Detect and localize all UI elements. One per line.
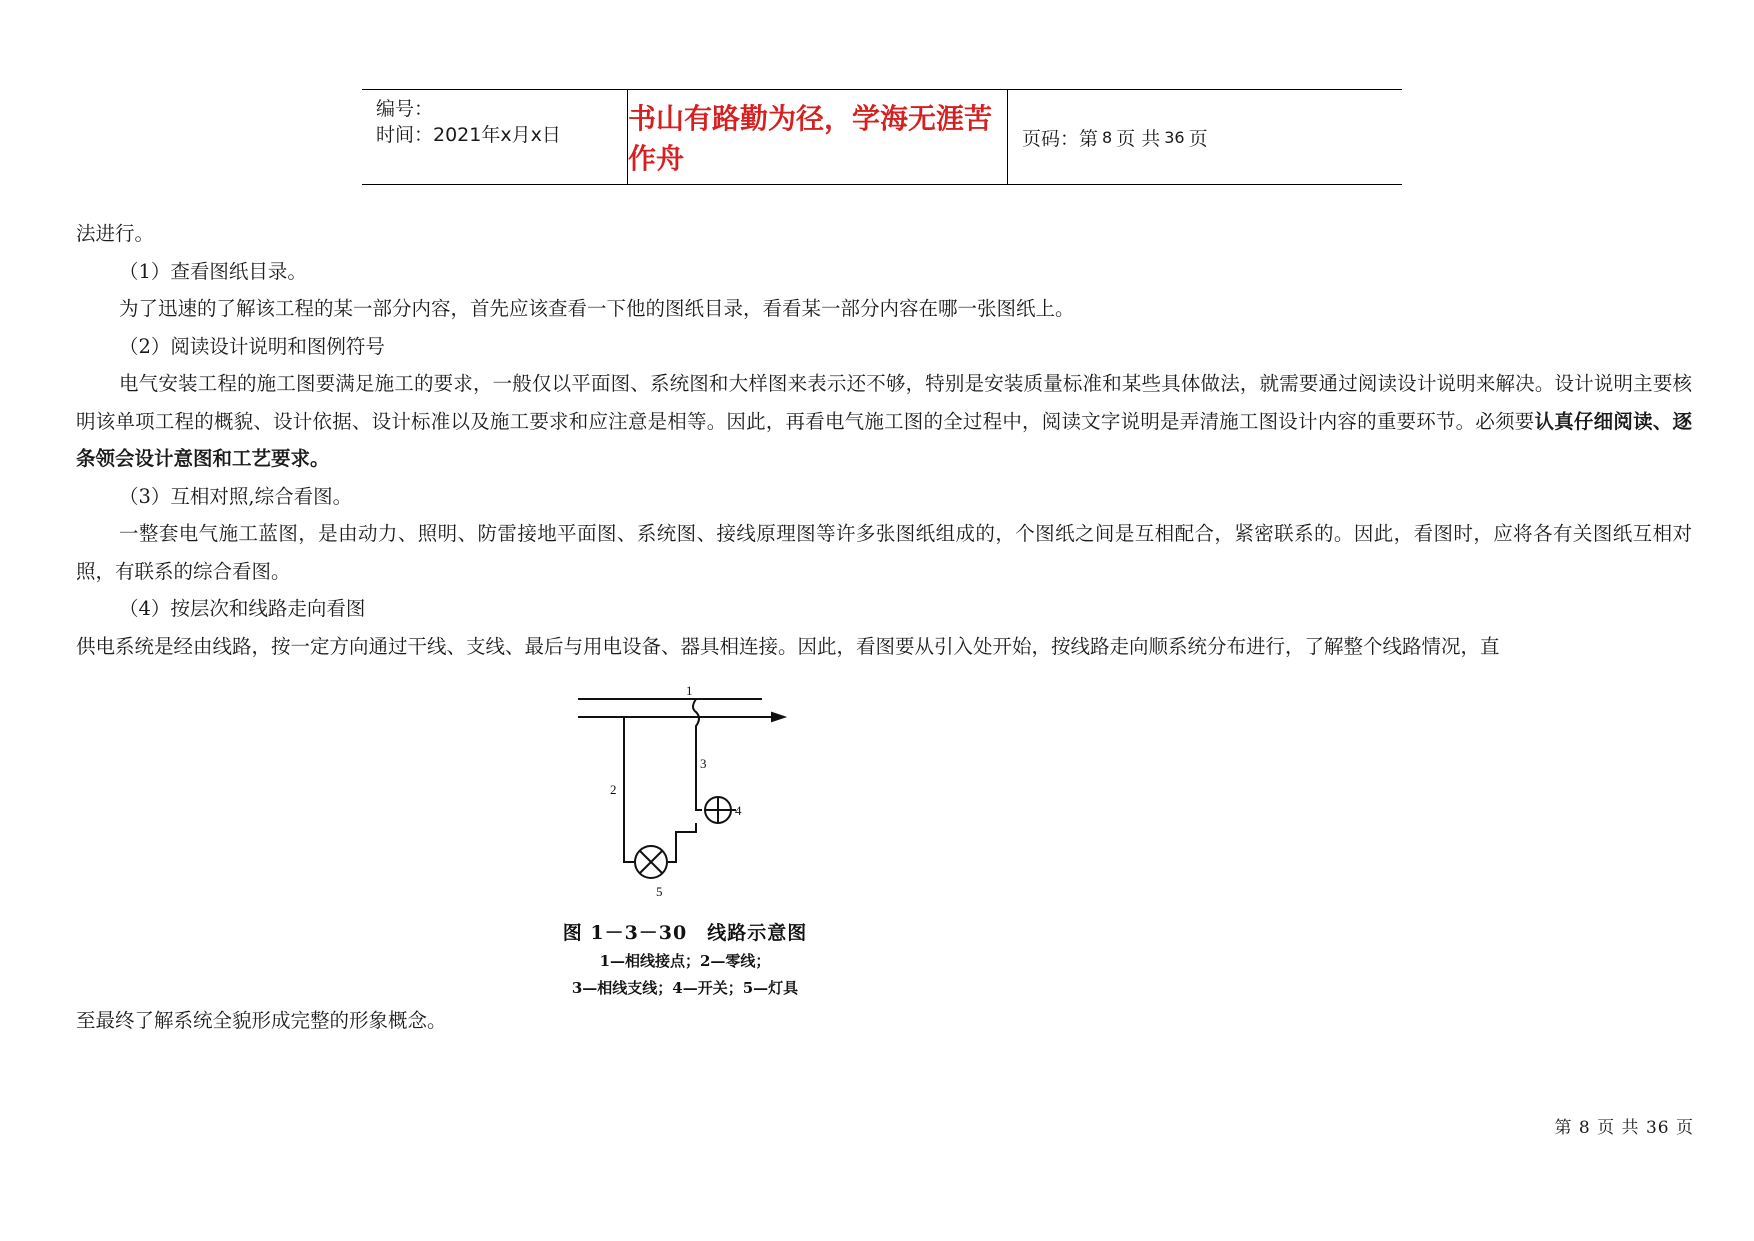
page-prefix: 页码：第 [1022, 127, 1099, 150]
diagram-label-2: 2 [610, 782, 617, 797]
number-label: 编号： [376, 98, 434, 120]
header-page-cell [1008, 90, 1402, 184]
time-label: 时间：2021年x月x日 [376, 124, 561, 146]
paragraph-continuation: 法进行。 [76, 222, 155, 245]
phase-branch-wire [693, 699, 702, 810]
paragraph-step-4: 供电系统是经由线路，按一定方向通过干线、支线、最后与用电设备、器具相连接。因此，看图要从引入处开始，按线路走向顺系统分布进行，了解整个线路情况，直 [76, 634, 1500, 658]
diagram-label-1: 1 [686, 683, 693, 698]
page-suffix: 页 [1188, 127, 1208, 150]
diagram-label-4: 4 [735, 803, 742, 818]
paragraph-step-2-bold: 认真仔细阅读、逐条领会设计意图和工艺要求。 [76, 409, 1692, 470]
neutral-wire [624, 717, 634, 862]
header-motto: 书山有路勤为径，学海无涯苦作舟 [628, 90, 1008, 184]
page-footer: 第 8 页 共 36 页 [1554, 1118, 1694, 1138]
document-body [76, 215, 1692, 665]
heading-step-2: （2）阅读设计说明和图例符号 [119, 334, 385, 358]
arrow-head [772, 713, 784, 721]
paragraph-step-2-text: 电气安装工程的施工图要满足施工的要求，一般仅以平面图、系统图和大样图来表示还不够，特别是安装质量标准和某些具体做法，就需要通过阅读设计说明来解决。设计说明主要核明该单项工程的概貌、设计依据、设计标准以及施工要求和应注意是相等。因此，再看电气施工图的全过程中，阅读文字说明是弄清施工图设计内容的重要环节。必须要 [76, 372, 1692, 433]
circuit-figure [540, 682, 820, 1004]
figure-legend-line-1: 1—相线接点；2—零线； [599, 952, 771, 970]
header-table [362, 89, 1402, 185]
circuit-diagram [540, 682, 830, 922]
diagram-label-5: 5 [656, 884, 663, 899]
figure-legend-line-2: 3—相线支线；4—开关；5—灯具 [571, 979, 799, 997]
page-total: 36 [1164, 127, 1185, 147]
heading-step-1: （1）查看图纸目录。 [119, 259, 307, 283]
paragraph-step-1: 为了迅速的了解该工程的某一部分内容，首先应该查看一下他的图纸目录，看看某一部分内容在哪一张图纸上。 [119, 297, 1075, 320]
page-current: 8 [1102, 127, 1113, 147]
diagram-label-3: 3 [700, 756, 707, 771]
page-mid: 页 共 [1116, 127, 1161, 150]
header-info-cell [362, 90, 628, 184]
lamp-feed-wire [668, 823, 696, 862]
heading-step-4: （4）按层次和线路走向看图 [119, 597, 366, 620]
paragraph-conclusion: 至最终了解系统全貌形成完整的形象概念。 [76, 1009, 447, 1032]
paragraph-step-2 [76, 365, 1692, 478]
heading-step-3: （3）互相对照,综合看图。 [119, 484, 353, 508]
figure-caption: 图 1－3－30 线路示意图 [562, 922, 808, 944]
paragraph-step-3: 一整套电气施工蓝图，是由动力、照明、防雷接地平面图、系统图、接线原理图等许多张图纸组成的，个图纸之间是互相配合，紧密联系的。因此，看图时，应将各有关图纸互相对照，有联系的综合看图。 [76, 522, 1692, 583]
